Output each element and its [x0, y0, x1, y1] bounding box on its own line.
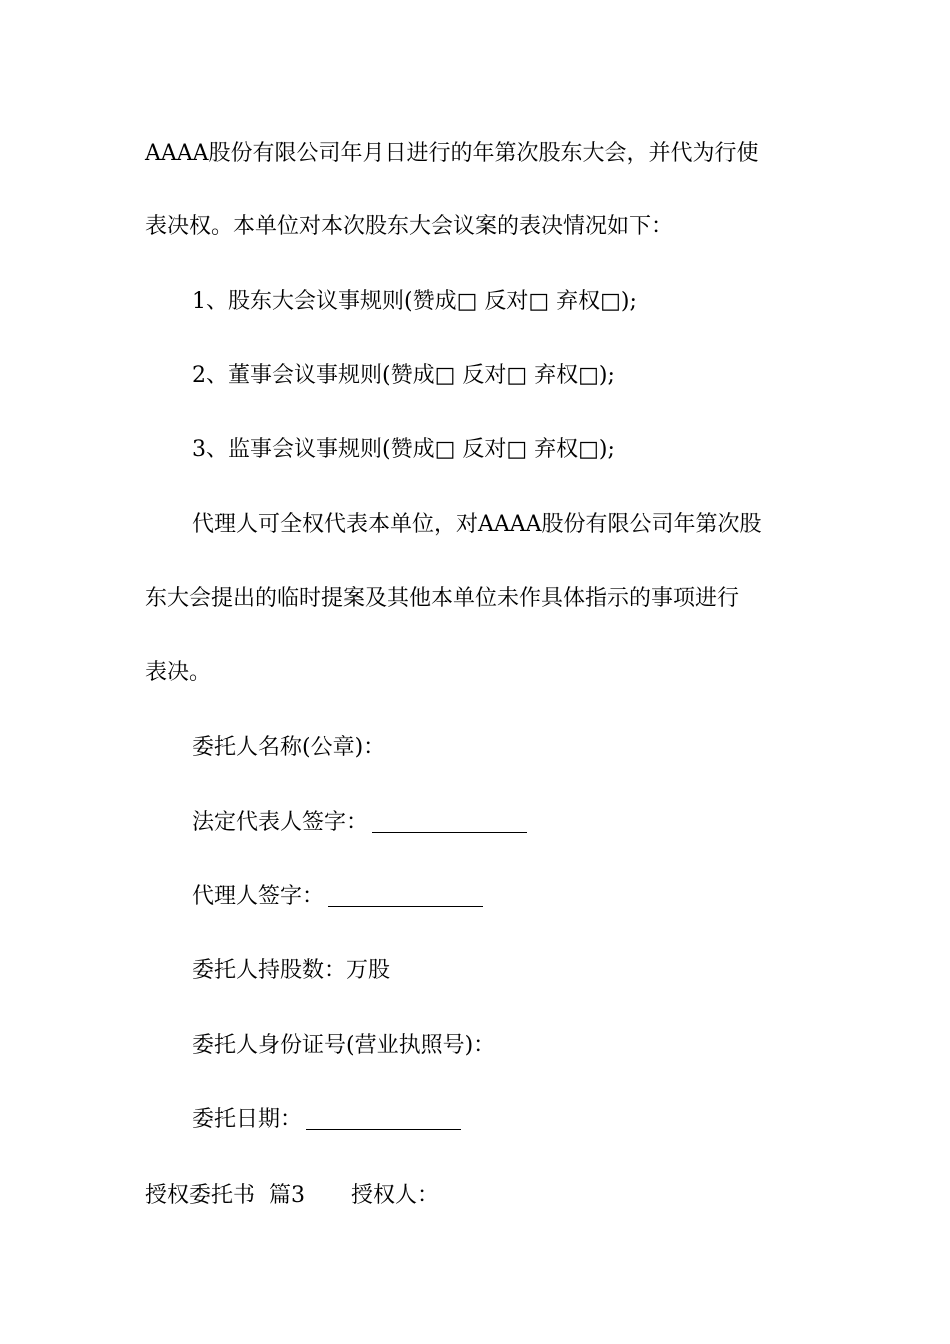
paragraph1-line2: 表决权。本单位对本次股东大会议案的表决情况如下：: [145, 214, 674, 239]
legal-rep-signature-blank: [372, 810, 527, 833]
field-id-number: 委托人身份证号(营业执照号)：: [192, 1033, 496, 1058]
legal-rep-signature-label: 法定代表人签字：: [192, 810, 369, 835]
field-date-row: [192, 1105, 461, 1135]
paragraph2-line1: 代理人可全权代表本单位，对AAAA股份有限公司年第次股: [192, 512, 762, 537]
footer-row: [145, 1181, 439, 1211]
footer-grantor: 授权人：: [351, 1183, 440, 1208]
paragraph1-line1: AAAA股份有限公司年月日进行的年第次股东大会，并代为行使: [145, 141, 759, 166]
item-1: 1、股东大会议事规则(赞成□ 反对□ 弃权□);: [192, 289, 637, 314]
footer-title: 授权委托书: [145, 1183, 256, 1208]
date-blank: [306, 1107, 461, 1130]
paragraph2-line2: 东大会提出的临时提案及其他本单位未作具体指示的事项进行: [145, 586, 740, 611]
field-agent-signature-row: [192, 882, 483, 912]
agent-signature-blank: [328, 884, 483, 907]
paragraph2-line3: 表决。: [145, 660, 212, 685]
footer-section: 篇3: [269, 1183, 306, 1208]
field-shares-held: 委托人持股数：万股: [192, 958, 391, 983]
item-3: 3、监事会议事规则(赞成□ 反对□ 弃权□);: [192, 437, 615, 462]
item-2: 2、董事会议事规则(赞成□ 反对□ 弃权□);: [192, 363, 615, 388]
agent-signature-label: 代理人签字：: [192, 884, 325, 909]
field-principal-name: 委托人名称(公章)：: [192, 735, 386, 760]
date-label: 委托日期：: [192, 1107, 303, 1132]
field-legal-rep-signature-row: [192, 808, 527, 838]
